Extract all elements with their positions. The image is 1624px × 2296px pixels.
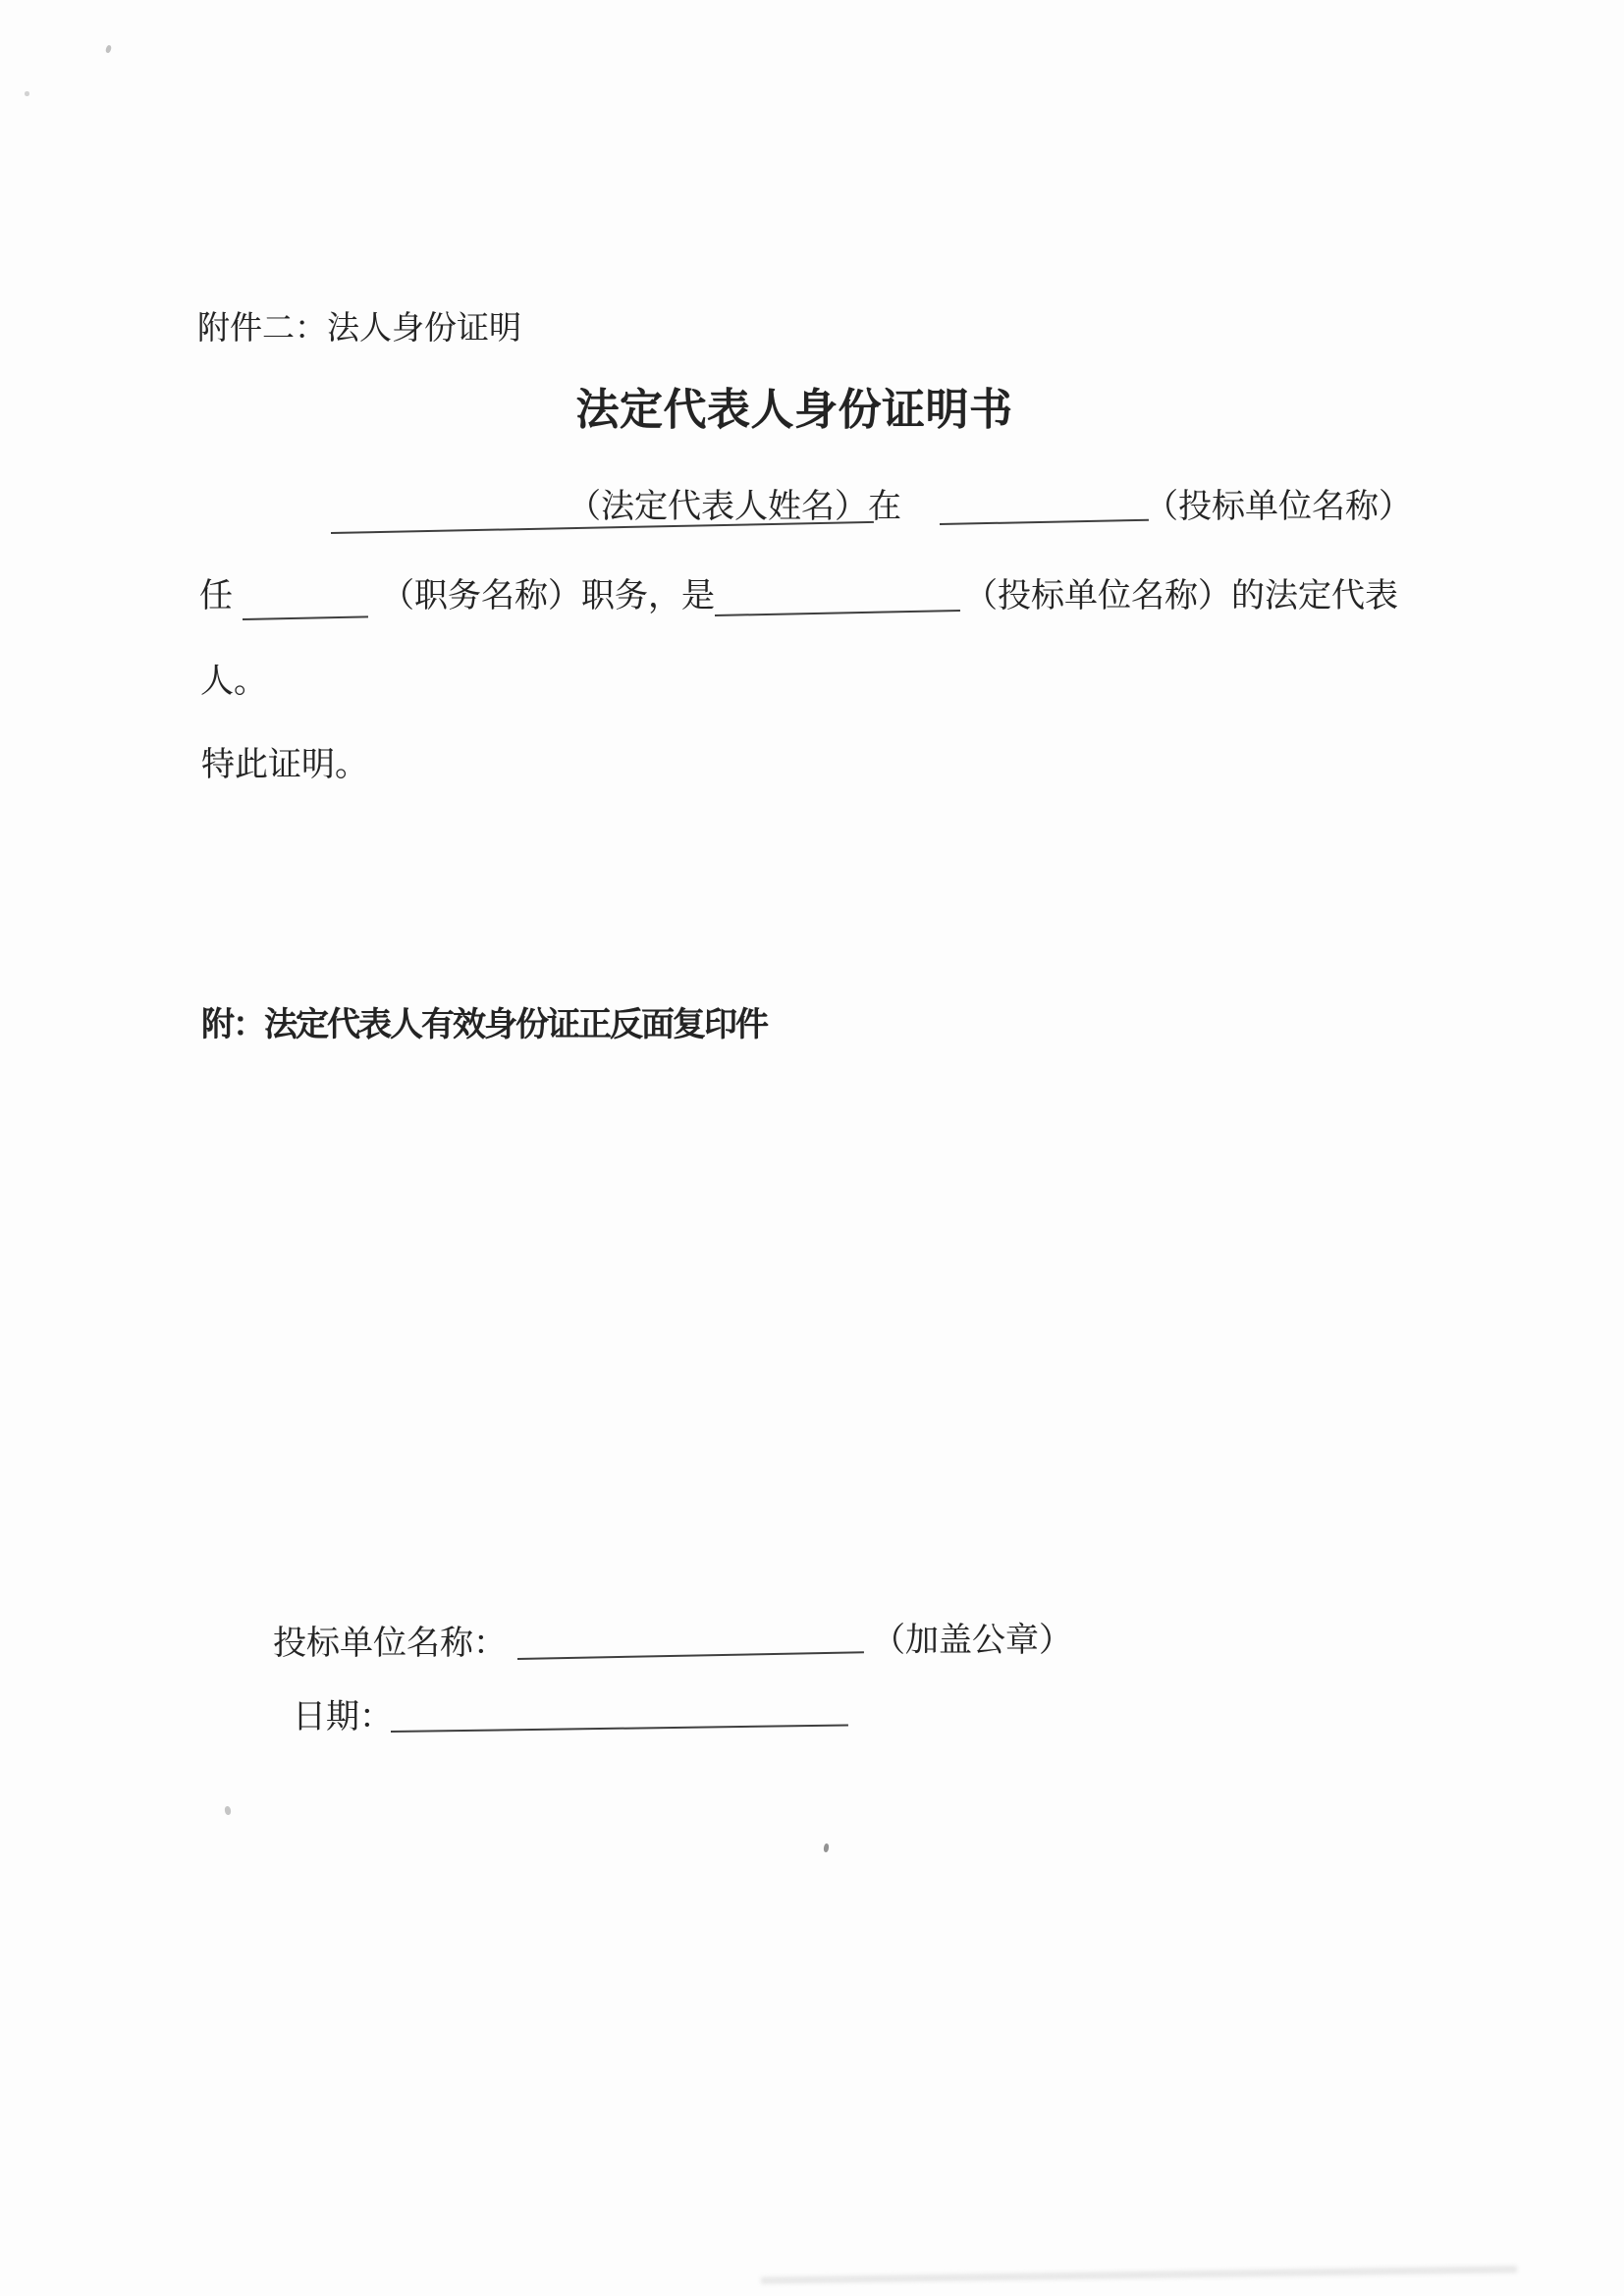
signature-seal-hint: （加盖公章） <box>872 1623 1072 1659</box>
scan-speck <box>25 91 29 96</box>
blank-underline-signature-company <box>517 1651 864 1660</box>
paragraph-line2-company-hint: （投标单位名称）的法定代表 <box>964 578 1398 614</box>
paragraph-line2-title-hint: （职务名称）职务，是 <box>381 578 715 614</box>
signature-company-label: 投标单位名称： <box>273 1626 507 1662</box>
blank-underline-job-title <box>243 615 368 620</box>
attachment-label: 附件二：法人身份证明 <box>197 311 521 347</box>
attachment-note: 附：法定代表人有效身份证正反面复印件 <box>201 1007 767 1043</box>
paragraph-line2-prefix: 任 <box>199 578 233 614</box>
signature-date-label: 日期： <box>293 1699 393 1735</box>
blank-underline-company-2 <box>715 610 960 616</box>
paragraph-line1-name-hint: （法定代表人姓名）在 <box>568 489 901 525</box>
blank-underline-company-1 <box>940 519 1149 525</box>
paragraph-line1-company-hint: （投标单位名称） <box>1145 489 1412 525</box>
paragraph-closing: 特此证明。 <box>201 747 368 783</box>
scan-edge-shadow <box>761 2266 1517 2283</box>
blank-underline-signature-date <box>391 1724 848 1733</box>
scan-speck <box>224 1806 231 1816</box>
document-title: 法定代表人身份证明书 <box>575 386 1013 434</box>
paragraph-line3: 人。 <box>200 664 267 700</box>
scan-speck <box>105 44 112 53</box>
scan-speck <box>823 1843 829 1853</box>
